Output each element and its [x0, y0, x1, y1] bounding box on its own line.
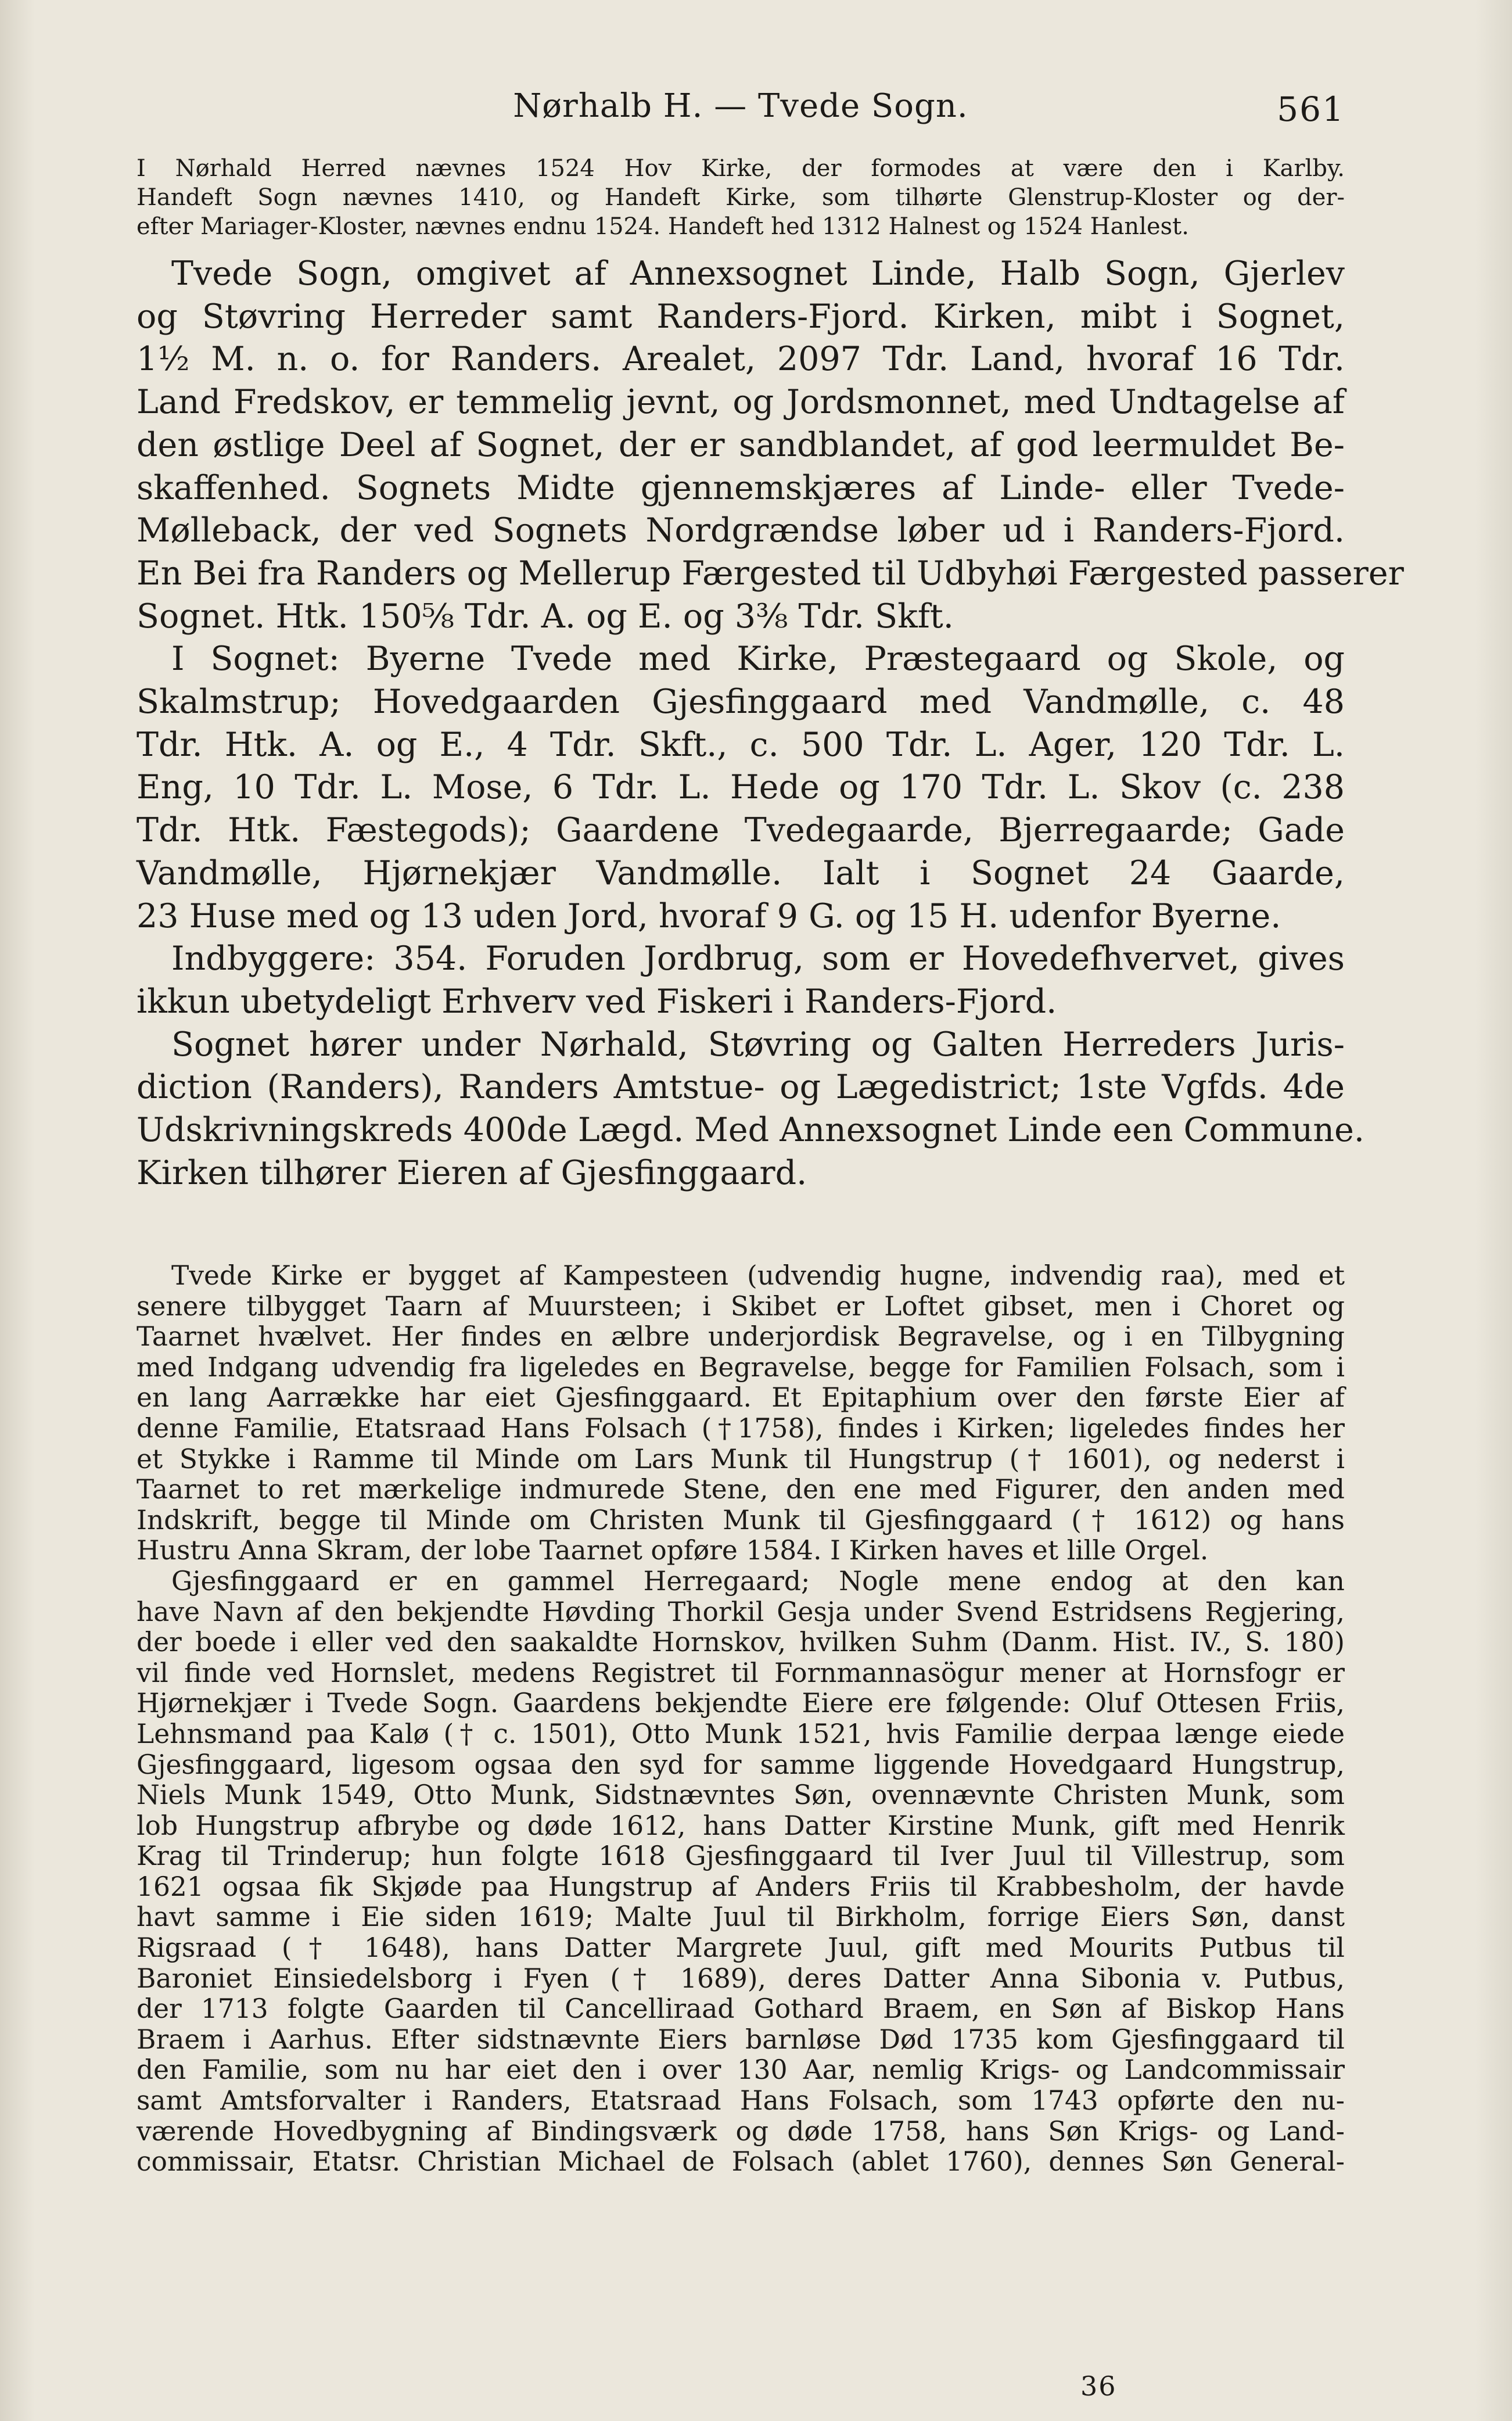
text-line: Sognet hører under Nørhald, Støvring og Galten Herreders Juris- — [171, 1025, 1345, 1064]
text-line: Tvede Kirke er bygget af Kampesteen (udvendig hugne, indvendig raa), med et — [171, 1260, 1345, 1291]
text-line: 1621 ogsaa fik Skjøde paa Hungstrup af Anders Friis til Krabbesholm, der havde — [137, 1871, 1345, 1902]
text-line: En Bei fra Randers og Mellerup Færgested til Udbyhøi Færgested passerer — [137, 554, 1404, 593]
intro-paragraph — [137, 154, 1345, 241]
text-line: en lang Aarrække har eiet Gjesfinggaard. Et Epitaphium over den første Eier af — [137, 1382, 1345, 1414]
text-line: Tdr. Htk. A. og E., 4 Tdr. Skft., c. 500 Tdr. L. Ager, 120 Tdr. L. — [137, 725, 1345, 764]
text-line: den Familie, som nu har eiet den i over 130 Aar, nemlig Krigs- og Landcommissair — [137, 2054, 1345, 2086]
text-line: Hustru Anna Skram, der lobe Taarnet opføre 1584. I Kirken haves et lille Orgel. — [137, 1535, 1209, 1566]
text-line: Udskrivningskreds 400de Lægd. Med Annexsognet Linde een Commune. — [137, 1111, 1364, 1150]
text-line: og Støvring Herreder samt Randers-Fjord. Kirken, mibt i Sognet, — [137, 297, 1345, 336]
text-line: commissair, Etatsr. Christian Michael de Folsach (ablet 1760), dennes Søn General- — [137, 2146, 1345, 2178]
text-line: der 1713 folgte Gaarden til Cancelliraad Gothard Braem, en Søn af Biskop Hans — [137, 1993, 1345, 2025]
text-line: Rigsraad († 1648), hans Datter Margrete Juul, gift med Mourits Putbus til — [137, 1932, 1345, 1964]
page-number: 561 — [1277, 89, 1345, 129]
text-line: samt Amtsforvalter i Randers, Etatsraad Hans Folsach, som 1743 opførte den nu- — [137, 2085, 1345, 2117]
text-line: Eng, 10 Tdr. L. Mose, 6 Tdr. L. Hede og 170 Tdr. L. Skov (c. 238 — [137, 768, 1345, 807]
text-line: Taarnet hvælvet. Her findes en ælbre underjordisk Begravelse, og i en Tilbygning — [137, 1321, 1345, 1353]
text-line: Indskrift, begge til Minde om Christen Munk til Gjesfinggaard († 1612) og hans — [137, 1504, 1345, 1536]
text-line: have Navn af den bekjendte Høvding Thorkil Gesja under Svend Estridsens Regjering, — [137, 1596, 1345, 1627]
text-line: Tdr. Htk. Fæstegods); Gaardene Tvedegaarde, Bjerregaarde; Gade — [137, 811, 1345, 850]
section-heading-line: Tvede Sogn, omgivet af Annexsognet Linde, Halb Sogn, Gjerlev — [171, 254, 1345, 293]
signature-mark: 36 — [1080, 2370, 1117, 2402]
text-line: skaffenhed. Sognets Midte gjennemskjæres af Linde- eller Tvede- — [137, 468, 1345, 507]
text-line: Kirken tilhører Eieren af Gjesfinggaard. — [137, 1153, 807, 1192]
fine-print-paragraphs — [137, 1261, 1345, 2178]
text-line: 1½ M. n. o. for Randers. Arealet, 2097 Tdr. Land, hvoraf 16 Tdr. — [137, 340, 1345, 379]
text-line: den østlige Deel af Sognet, der er sandblandet, af god leermuldet Be- — [137, 425, 1345, 464]
text-line: Braem i Aarhus. Efter sidstnævnte Eiers barnløse Død 1735 kom Gjesfinggaard til — [137, 2024, 1345, 2055]
text-line: efter Mariager-Kloster, nævnes endnu 1524. Handeft hed 1312 Halnest og 1524 Hanlest. — [137, 213, 1189, 240]
text-line: Niels Munk 1549, Otto Munk, Sidstnævntes Søn, ovennævnte Christen Munk, som — [137, 1780, 1345, 1811]
text-line: I Sognet: Byerne Tvede med Kirke, Præstegaard og Skole, og — [171, 640, 1345, 679]
text-line: 23 Huse med og 13 uden Jord, hvoraf 9 G. og 15 H. udenfor Byerne. — [137, 896, 1281, 935]
text-line: Gjesfinggaard, ligesom ogsaa den syd for samme liggende Hovedgaard Hungstrup, — [137, 1749, 1345, 1780]
text-line: Krag til Trinderup; hun folgte 1618 Gjesfinggaard til Iver Juul til Villestrup, som — [137, 1841, 1345, 1872]
text-line: Lehnsmand paa Kalø († c. 1501), Otto Munk 1521, hvis Familie derpaa længe eiede — [137, 1718, 1345, 1749]
text-line: Skalmstrup; Hovedgaarden Gjesfinggaard med Vandmølle, c. 48 — [137, 683, 1345, 722]
page-header — [137, 87, 1345, 134]
text-line: Land Fredskov, er temmelig jevnt, og Jordsmonnet, med Undtagelse af — [137, 383, 1345, 422]
text-line: denne Familie, Etatsraad Hans Folsach (†1758), findes i Kirken; ligeledes findes her — [137, 1412, 1345, 1444]
text-line: med Indgang udvendig fra ligeledes en Begravelse, begge for Familien Folsach, som i — [137, 1351, 1345, 1383]
text-line: senere tilbygget Taarn af Muursteen; i Skibet er Loftet gibset, men i Choret og — [137, 1290, 1345, 1322]
text-line: ikkun ubetydeligt Erhverv ved Fiskeri i Randers-Fjord. — [137, 982, 1057, 1021]
text-line: Gjesfinggaard er en gammel Herregaard; Nogle mene endog at den kan — [171, 1565, 1345, 1597]
text-line: Vandmølle, Hjørnekjær Vandmølle. Ialt i Sognet 24 Gaarde, — [137, 853, 1345, 892]
text-line: I Nørhald Herred nævnes 1524 Hov Kirke, der formodes at være den i Karlby. — [137, 155, 1345, 182]
text-line: Taarnet to ret mærkelige indmurede Stene, den ene med Figurer, den anden med — [137, 1474, 1345, 1505]
main-paragraphs — [137, 253, 1404, 1195]
text-line: lob Hungstrup afbrybe og døde 1612, hans Datter Kirstine Munk, gift med Henrik — [137, 1810, 1345, 1841]
text-line: der boede i eller ved den saakaldte Hornskov, hvilken Suhm (Danm. Hist. IV., S. 180) — [137, 1627, 1345, 1658]
text-line: Mølleback, der ved Sognets Nordgrændse løber ud i Randers-Fjord. — [137, 511, 1345, 550]
text-line: Hjørnekjær i Tvede Sogn. Gaardens bekjendte Eiere ere følgende: Oluf Ottesen Friis, — [137, 1688, 1345, 1719]
text-line: et Stykke i Ramme til Minde om Lars Munk til Hungstrup († 1601), og nederst i — [137, 1443, 1345, 1475]
text-line: diction (Randers), Randers Amtstue- og Lægedistrict; 1ste Vgfds. 4de — [137, 1068, 1345, 1107]
text-line: vil finde ved Hornslet, medens Registret til Fornmannasögur mener at Hornsfogr er — [137, 1657, 1345, 1688]
text-line: værende Hovedbygning af Bindingsværk og døde 1758, hans Søn Krigs- og Land- — [137, 2115, 1345, 2147]
text-line: Sognet. Htk. 150⅝ Tdr. A. og E. og 3⅜ Tdr. Skft. — [137, 597, 954, 636]
text-line: Handeft Sogn nævnes 1410, og Handeft Kirke, som tilhørte Glenstrup-Kloster og der- — [137, 184, 1345, 211]
running-title: Nørhalb H. — Tvede Sogn. — [513, 87, 968, 125]
text-line: havt samme i Eie siden 1619; Malte Juul til Birkholm, forrige Eiers Søn, danst — [137, 1902, 1345, 1933]
text-line: Indbyggere: 354. Foruden Jordbrug, som er Hovedefhvervet, gives — [171, 939, 1345, 978]
text-line: Baroniet Einsiedelsborg i Fyen († 1689), deres Datter Anna Sibonia v. Putbus, — [137, 1963, 1345, 1994]
